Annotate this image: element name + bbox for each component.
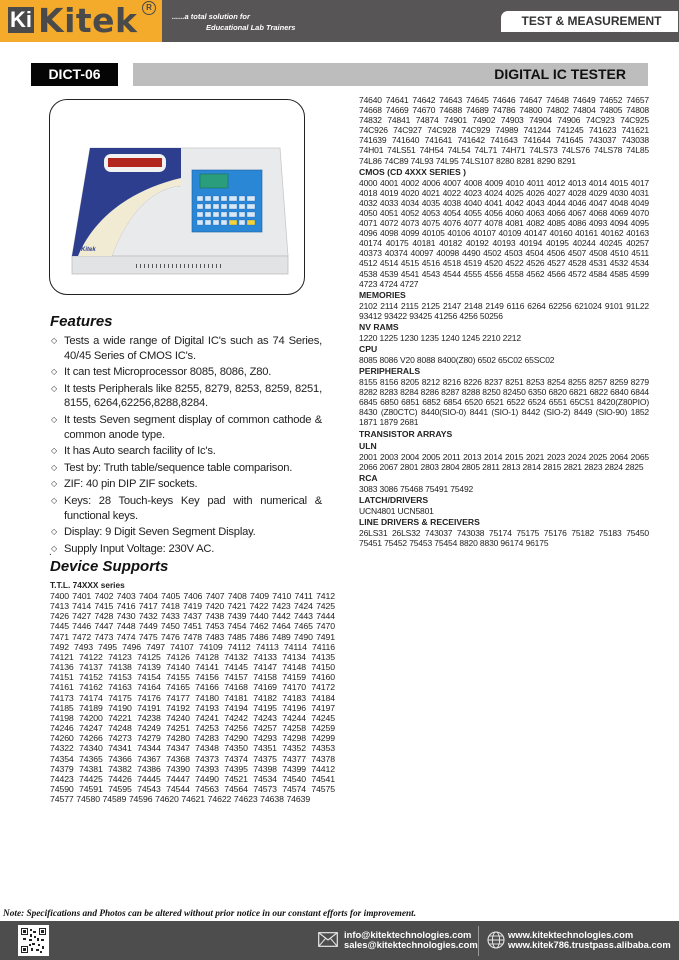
group-heading-line-drivers: LINE DRIVERS & RECEIVERS — [359, 516, 480, 527]
feature-item: ◇ Display: 9 Digit Seven Segment Display. — [51, 526, 256, 539]
group-list-cpu: 8085 8086 V20 8088 8400(Z80) 6502 65C02 65SC02 — [359, 354, 555, 365]
group-list-memories: 2102 2114 2115 2125 2147 2148 2149 6116 6264 62256 621024 9101 91L22 93412 93422 93425 41256 4256 50256 — [359, 300, 649, 321]
features-heading: Features — [50, 313, 113, 330]
page-footer — [0, 921, 679, 960]
mail-icon — [318, 932, 338, 947]
product-photo — [49, 99, 305, 295]
tagline — [172, 11, 295, 33]
website-main-link[interactable]: www.kitektechnologies.com — [508, 929, 634, 940]
diamond-bullet-icon: ◇ — [51, 446, 57, 456]
ttl-series-list: 7400 7401 7402 7403 7404 7405 7406 7407 7408 7409 7410 7411 7412 7413 7414 7415 7416 7417 7418 7419 7420 7421 7422 7423 7424 7425 7426 7427 7428 7430 7432 7433 7437 7438 7439 7440 7442 7443 7444 7445 7446 7447 7448 7449 7450 7451 7453 7454 7462 7464 7465 7470 7471 7472 7473 7474 7475 7476 7478 7483 7485 7486 7489 7490 7491 7492 7493 7495 7496 7497 74107 74109 74112 74113 74114 74116 74121 74122 74123 74125 74126 74128 74132 74133 74134 74135 74136 74137 74138 74139 74140 74141 74145 74147 74148 74150 74151 74152 74153 74154 74155 74156 74157 74158 74159 74160 74161 74162 74163 74164 74165 74166 74168 74169 74170 74172 74173 74174 74175 74176 74177 74180 74181 74182 74183 74184 74185 74189 74190 74191 74192 74193 74194 74195 74196 74197 74198 74200 74221 74238 74240 74241 74242 74243 74244 74245 74246 74247 74248 74249 74251 74253 74256 74257 74258 74259 74260 74266 74273 74279 74280 74283 74290 74293 74298 74299 74322 74340 74341 74344 74347 74348 74350 74351 74352 74353 74354 74365 74366 74367 74368 74373 74374 74375 74377 74378 74379 74381 74382 74386 74390 74393 74395 74398 74399 74412 74423 74425 74426 74445 74447 74490 74521 74534 74540 74541 74590 74591 74595 74543 74544 74563 74564 74573 74574 74575 74577 74580 74589 74596 74620 74621 74622 74623 74638 74639 — [50, 591, 335, 805]
group-heading-cpu: CPU — [359, 343, 378, 354]
device-supports-continued — [359, 95, 649, 548]
product-title: DIGITAL IC TESTER — [133, 63, 648, 86]
email-contacts — [344, 930, 478, 950]
email-sales-link[interactable]: sales@kitektechnologies.com — [344, 939, 478, 950]
tagline-line-1: ......a total solution for — [172, 12, 250, 21]
feature-item: ◇ It tests Seven segment display of common cathode & common anode type. — [51, 413, 322, 441]
feature-item: ◇ Tests a wide range of Digital IC's such as 74 Series, 40/45 Series of CMOS IC's. — [51, 335, 322, 362]
feature-item: ◇ It has Auto search facility of Ic's. — [51, 445, 216, 458]
tagline-line-2: Educational Lab Trainers — [206, 23, 296, 32]
diamond-bullet-icon: ◇ — [51, 527, 57, 537]
group-heading-latch-drivers: LATCH/DRIVERS — [359, 494, 429, 505]
features-list — [50, 334, 322, 558]
group-heading-transistor-arrays: TRANSISTOR ARRAYS — [359, 428, 453, 439]
group-list-nv-rams: 1220 1225 1230 1235 1240 1245 2210 2212 — [359, 332, 521, 343]
group-heading-peripherals: PERIPHERALS — [359, 366, 421, 377]
group-list-line-drivers: 26LS31 26LS32 743037 743038 75174 75175 75176 75182 75183 75450 75451 75452 75453 75454 8820 8830 96174 96175 — [359, 527, 649, 548]
group-heading-uln: ULN — [359, 440, 377, 451]
feature-item: ◇ It tests Peripherals like 8255, 8279, 8253, 8259, 8251, 8155, 6264,62256,8288,8284. — [51, 382, 322, 410]
globe-icon — [487, 931, 505, 949]
diamond-bullet-icon: ◇ — [51, 336, 57, 345]
website-alibaba-link[interactable]: www.kitek786.trustpass.alibaba.com — [508, 939, 671, 950]
website-links — [508, 930, 671, 950]
logo-mark: Ki — [10, 7, 32, 32]
brand-logo — [0, 0, 162, 42]
seven-segment-display — [108, 158, 162, 167]
zif-socket — [200, 174, 228, 188]
qr-code-icon[interactable] — [18, 925, 49, 956]
feature-item: ◇ Supply Input Voltage: 230V AC. — [51, 542, 215, 555]
diamond-bullet-icon: ◇ — [51, 462, 57, 472]
diamond-bullet-icon: ◇ — [51, 367, 57, 377]
category-tab: TEST & MEASUREMENT — [501, 11, 678, 32]
registered-mark-icon: R — [142, 1, 156, 15]
ttl-series-heading: T.T.L. 74XXX series — [50, 580, 125, 590]
group-list-rca: 3083 3086 75468 75491 75492 — [359, 483, 474, 494]
group-heading-cmos: CMOS (CD 4XXX SERIES ) — [359, 166, 466, 177]
ttl-series-list-continued: 74640 74641 74642 74643 74645 74646 74647 74648 74649 74652 74657 74668 74669 74670 74688 74689 74786 74800 74802 74804 74805 74808 74832 74841 74874 74901 74902 74903 74904 74906 74C923 74C925 74C926 74C927 74C928 74C929 74989 741244 741245 741623 741621 741639 741640 741641 741642 741643 741644 741645 743037 743038 74H01 74LS51 74H54 74L54 74L71 74H71 74LS73 74LS76 74LS78 74L85 74L86 74C89 74L93 74L95 74LS107 8280 8281 8290 8291 — [359, 95, 649, 166]
feature-item: ◇ ZIF: 40 pin DIP ZIF sockets. — [51, 478, 198, 491]
feature-item: ◇ It can test Microprocessor 8085, 8086, Z80. — [51, 366, 272, 379]
group-list-uln: 2001 2003 2004 2005 2011 2013 2014 2015 2021 2023 2024 2025 2064 2065 2066 2067 2801 2803 2804 2805 2811 2813 2814 2815 2821 2823 2824 2825 — [359, 451, 649, 472]
group-list-cmos: 4000 4001 4002 4006 4007 4008 4009 4010 4011 4012 4013 4014 4015 4017 4018 4019 4020 4021 4022 4023 4024 4025 4026 4027 4028 4029 4030 4031 4032 4033 4034 4035 4038 4040 4041 4042 4043 4044 4046 4047 4048 4049 4050 4051 4052 4053 4054 4055 4056 4060 4063 4066 4067 4068 4069 4070 4071 4072 4073 4075 4076 4077 4078 4081 4082 4085 4086 4093 4094 4095 4096 4098 4099 40105 40106 40107 40109 40147 40160 40161 40162 40163 40174 40175 40181 40182 40192 40193 40194 40195 40244 40245 40257 40373 40374 40097 40098 4490 4502 4503 4504 4506 4507 4508 4510 4511 4512 4514 4515 4516 4518 4519 4520 4522 4526 4527 4528 4531 4532 4534 4538 4539 4541 4543 4544 4555 4556 4558 4562 4566 4572 4584 4585 4599 4723 4724 4727 — [359, 177, 649, 289]
group-heading-memories: MEMORIES — [359, 289, 406, 300]
group-list-peripherals: 8155 8156 8205 8212 8216 8226 8237 8251 8253 8254 8255 8257 8259 8279 8282 8283 8284 8286 8287 8288 8250 82450 6350 6820 6821 6822 6840 6844 6845 6850 6851 6852 6854 6520 6521 6522 6524 6551 65C51 8420(Z80PIO) 8430 (Z80CTC) 8440(SIO-0) 8441 (SIO-1) 8442 (SIO-2) 8449 (SIO-90) 1852 1871 1879 2681 — [359, 377, 649, 428]
diamond-bullet-icon: ◇ — [51, 414, 57, 424]
disclaimer-note: Note: Specifications and Photos can be altered without prior notice in our constant efforts for improvement. — [3, 909, 417, 919]
email-info-link[interactable]: info@kitektechnologies.com — [344, 929, 472, 940]
footer-divider — [478, 926, 479, 956]
diamond-bullet-icon: ◇ — [51, 479, 57, 489]
diamond-bullet-icon: ◇ — [51, 495, 57, 505]
group-heading-nv-rams: NV RAMS — [359, 321, 399, 332]
diamond-bullet-icon: ◇ — [51, 383, 57, 393]
device-brand-label: Kitek — [81, 247, 96, 253]
brand-name: Kitek — [38, 1, 138, 40]
device-supports-heading: Device Supports — [50, 558, 169, 575]
group-list-latch-drivers: UCN4801 UCN5801 — [359, 505, 434, 516]
feature-item: ◇ Keys: 28 Touch-keys Key pad with numerical & functional keys. — [51, 494, 322, 522]
device-illustration — [70, 138, 290, 283]
model-number: DICT-06 — [31, 63, 118, 86]
separator-dot: . — [49, 547, 52, 558]
diamond-bullet-icon: ◇ — [51, 543, 57, 553]
feature-item: ◇ Test by: Truth table/sequence table comparison. — [51, 461, 293, 474]
group-heading-rca: RCA — [359, 472, 378, 483]
page-header — [0, 0, 679, 42]
